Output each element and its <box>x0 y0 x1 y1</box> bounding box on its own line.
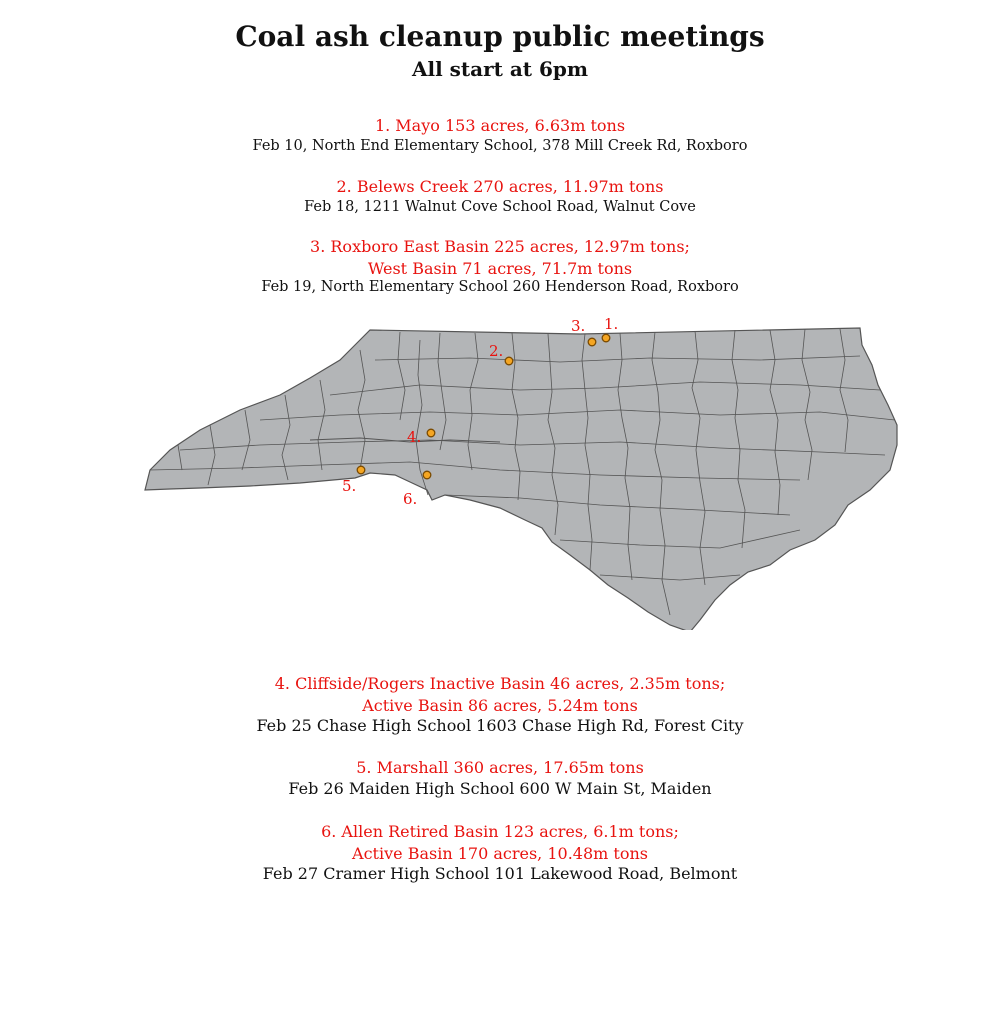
meeting-5-heading: 5. Marshall 360 acres, 17.65m tons <box>356 758 644 777</box>
meeting-1-details: Feb 10, North End Elementary School, 378 Mill Creek Rd, Roxboro <box>252 138 748 154</box>
marker-3 <box>588 338 596 346</box>
marker-4 <box>427 429 435 437</box>
meeting-4-heading-line2: Active Basin 86 acres, 5.24m tons <box>362 696 638 715</box>
meeting-3-heading-line1: 3. Roxboro East Basin 225 acres, 12.97m tons; <box>310 237 690 256</box>
state-outline <box>145 328 897 630</box>
marker-label-4: 4. <box>407 428 422 446</box>
page-subtitle: All start at 6pm <box>411 57 589 81</box>
marker-label-1: 1. <box>604 315 619 333</box>
meeting-3-heading-line2: West Basin 71 acres, 71.7m tons <box>367 259 633 278</box>
meeting-6-details: Feb 27 Cramer High School 101 Lakewood Road, Belmont <box>262 864 738 883</box>
marker-6 <box>423 471 431 479</box>
north-carolina-county-map <box>0 300 1000 630</box>
marker-1 <box>602 334 610 342</box>
meeting-4-details: Feb 25 Chase High School 1603 Chase High Rd, Forest City <box>256 716 744 735</box>
meeting-2-heading: 2. Belews Creek 270 acres, 11.97m tons <box>336 177 664 196</box>
page-title: Coal ash cleanup public meetings <box>235 20 765 53</box>
meeting-6-heading-line1: 6. Allen Retired Basin 123 acres, 6.1m tons; <box>321 822 679 841</box>
meeting-2-details: Feb 18, 1211 Walnut Cove School Road, Walnut Cove <box>304 199 696 215</box>
marker-label-3: 3. <box>571 317 586 335</box>
marker-2 <box>505 357 513 365</box>
marker-label-2: 2. <box>489 342 504 360</box>
meeting-3-details: Feb 19, North Elementary School 260 Henderson Road, Roxboro <box>261 279 739 295</box>
marker-5 <box>357 466 365 474</box>
meeting-5-details: Feb 26 Maiden High School 600 W Main St, Maiden <box>288 779 712 798</box>
meeting-1-heading: 1. Mayo 153 acres, 6.63m tons <box>374 116 626 135</box>
marker-label-6: 6. <box>403 490 418 508</box>
meeting-4-heading-line1: 4. Cliffside/Rogers Inactive Basin 46 acres, 2.35m tons; <box>274 674 726 693</box>
meeting-6-heading-line2: Active Basin 170 acres, 10.48m tons <box>352 844 648 863</box>
marker-label-5: 5. <box>342 477 357 495</box>
